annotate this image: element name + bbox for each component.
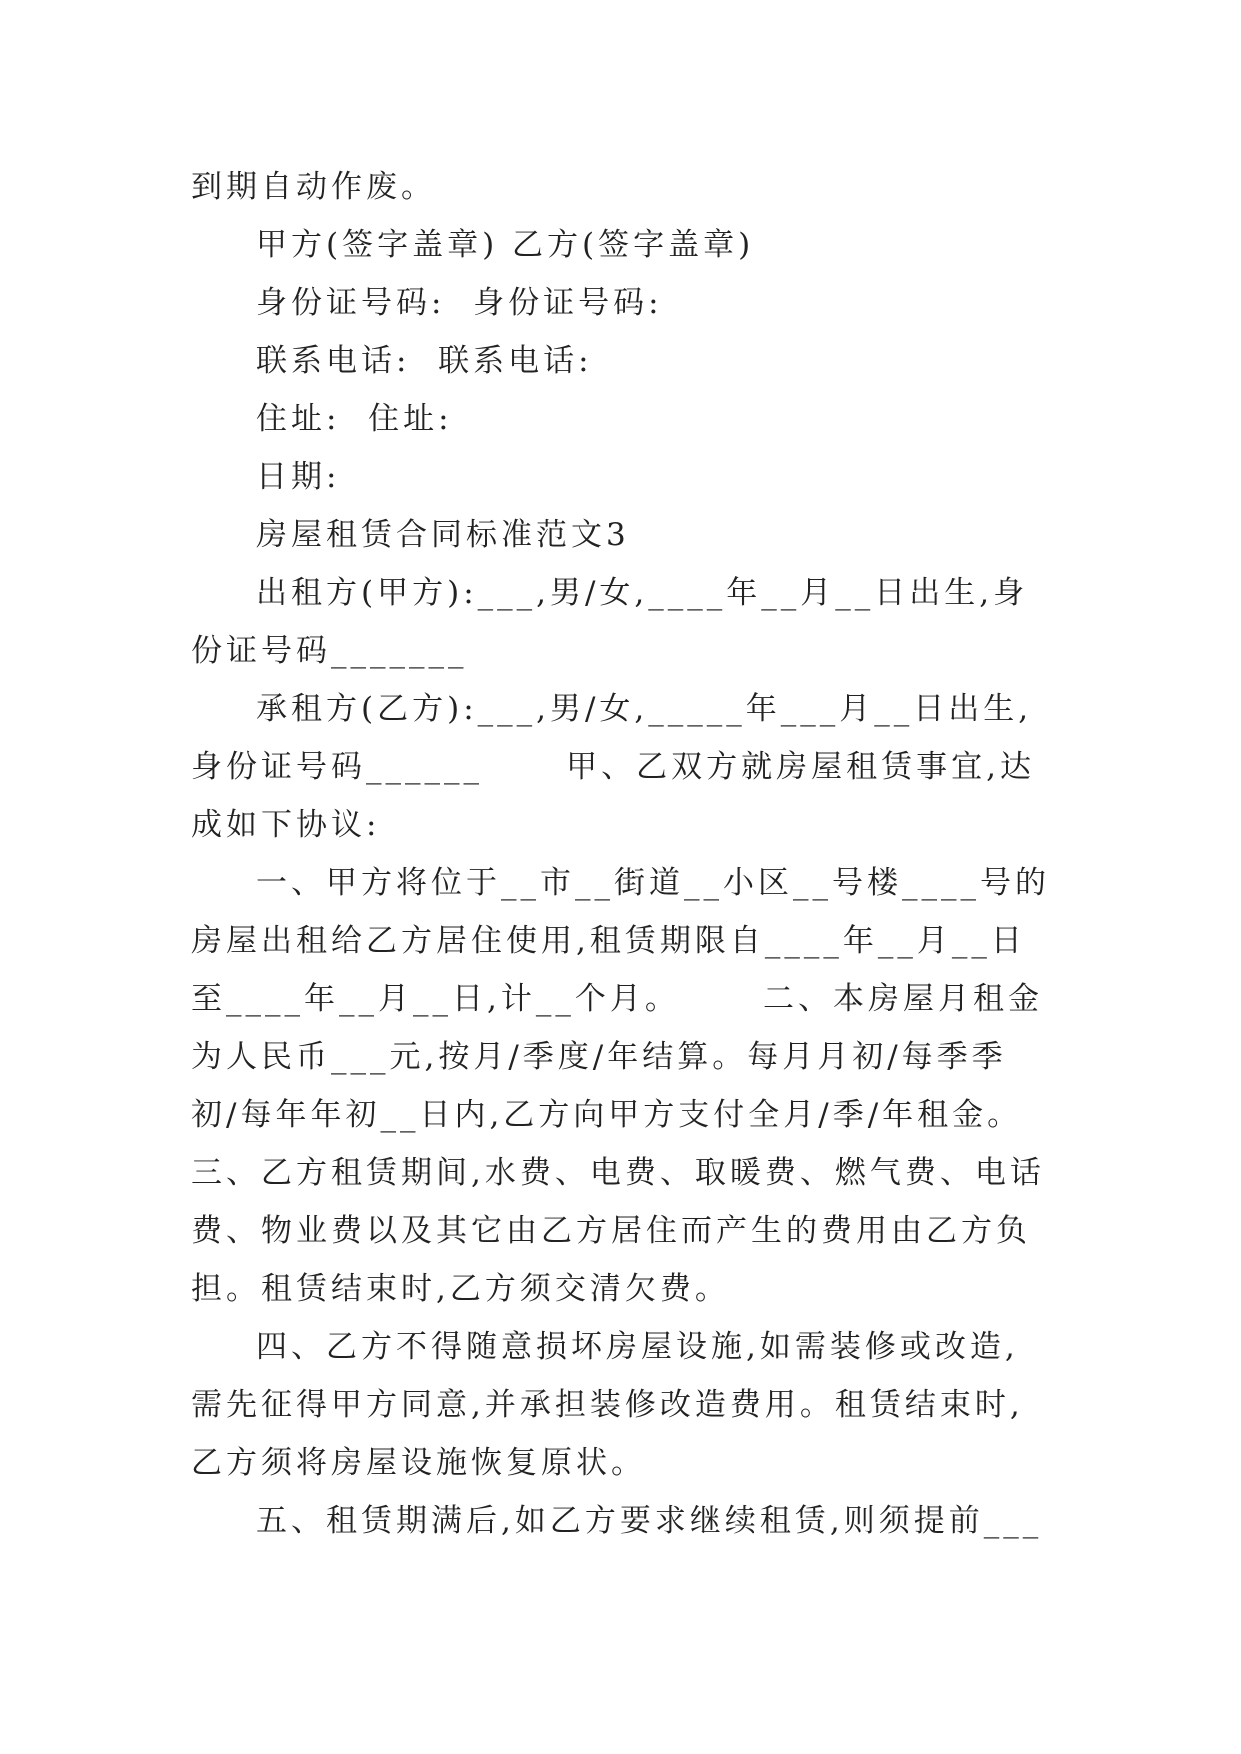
paragraph-lessor: 出租方(甲方):___,男/女,____年__月__日出生,身份证号码_______ bbox=[191, 575, 1029, 669]
paragraph-addresses: 住址: 住址: bbox=[256, 401, 453, 437]
paragraph-clause-4: 四、乙方不得随意损坏房屋设施,如需装修或改造,需先征得甲方同意,并承担装修改造费用。租赁结束时,乙方须将房屋设施恢复原状。 bbox=[191, 1329, 1024, 1481]
paragraph-clause-5: 五、租赁期满后,如乙方要求继续租赁,则须提前___ bbox=[256, 1503, 1043, 1539]
paragraph-signatures: 甲方(签字盖章) 乙方(签字盖章) bbox=[256, 227, 755, 263]
section-title: 房屋租赁合同标准范文3 bbox=[256, 517, 630, 553]
paragraph-expiry: 到期自动作废。 bbox=[191, 169, 436, 205]
paragraph-phones: 联系电话: 联系电话: bbox=[256, 343, 593, 379]
paragraph-clauses-1-3: 一、甲方将位于__市__街道__小区__号楼____号的房屋出租给乙方居住使用,租赁期限自____年__月__日至____年__月__日,计__个月。 二、本房屋月租金为人民币___元,按月/季度/年结算。每月月初/每季季初/每年年初__日内,乙方向甲方支付全月/季/年租金。 三、乙方租赁期间,水费、电费、取暖费、燃气费、电话费、物业费以及其它由乙方居住而产生的费用由乙方负担。租赁结束时,乙方须交清欠费。 bbox=[191, 865, 1106, 1307]
paragraph-date: 日期: bbox=[256, 459, 341, 495]
paragraph-lessee: 承租方(乙方):___,男/女,_____年___月__日出生,身份证号码______ 甲、乙双方就房屋租赁事宜,达成如下协议: bbox=[191, 691, 1035, 843]
paragraph-id-numbers: 身份证号码: 身份证号码: bbox=[256, 285, 663, 321]
document-body bbox=[191, 158, 1106, 1550]
